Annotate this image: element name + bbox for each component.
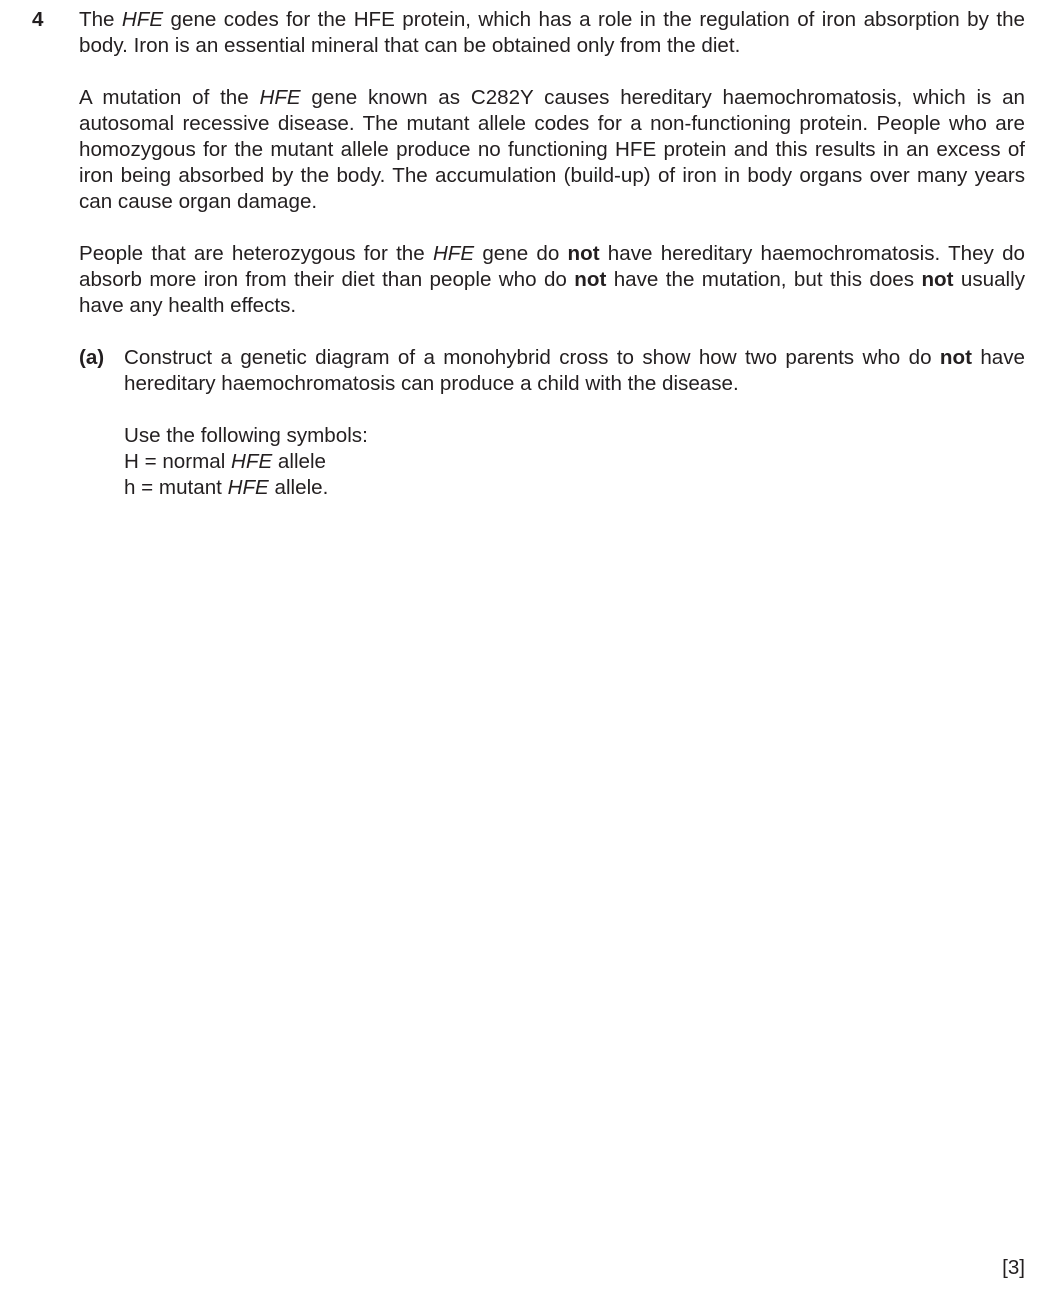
symbols-intro: Use the following symbols: — [124, 424, 368, 447]
emphasis-not: not — [567, 242, 600, 265]
part-a-label: (a) — [79, 346, 105, 369]
symbol-normal-allele: H = normal HFE allele — [124, 450, 327, 473]
emphasis-not: not — [574, 268, 607, 291]
gene-name: HFE — [432, 242, 475, 265]
part-a-question: Construct a genetic diagram of a monohybrid cross to show how two parents who do not have hereditary haemochromatosis can produce a child with the disease. — [124, 346, 1025, 395]
emphasis-not: not — [921, 268, 954, 291]
gene-name: HFE — [121, 8, 164, 31]
marks-indicator: [3] — [1002, 1256, 1025, 1279]
intro-paragraph-1: The HFE gene codes for the HFE protein, which has a role in the regulation of iron absorption by the body. Iron is an essential mineral that can be obtained only from the diet. — [79, 8, 1025, 57]
symbols-list — [124, 423, 1025, 501]
question-number: 4 — [32, 8, 44, 31]
symbol-mutant-allele: h = mutant HFE allele. — [124, 476, 329, 499]
gene-name: HFE — [259, 86, 301, 109]
intro-paragraph-2: A mutation of the HFE gene known as C282Y causes hereditary haemochromatosis, which is an autosomal recessive disease. The mutant allele codes for a non-functioning protein. People who are homozygous for the mutant allele produce no functioning HFE protein and this results in an excess of iron being absorbed by the body. The accumulation (build-up) of iron in body organs over many years can cause organ damage. — [79, 86, 1025, 213]
emphasis-not: not — [939, 346, 972, 369]
intro-paragraph-3: People that are heterozygous for the HFE gene do not have hereditary haemochromatosis. They do absorb more iron from their diet than people who do not have the mutation, but this does not usually have any health effects. — [79, 242, 1025, 317]
